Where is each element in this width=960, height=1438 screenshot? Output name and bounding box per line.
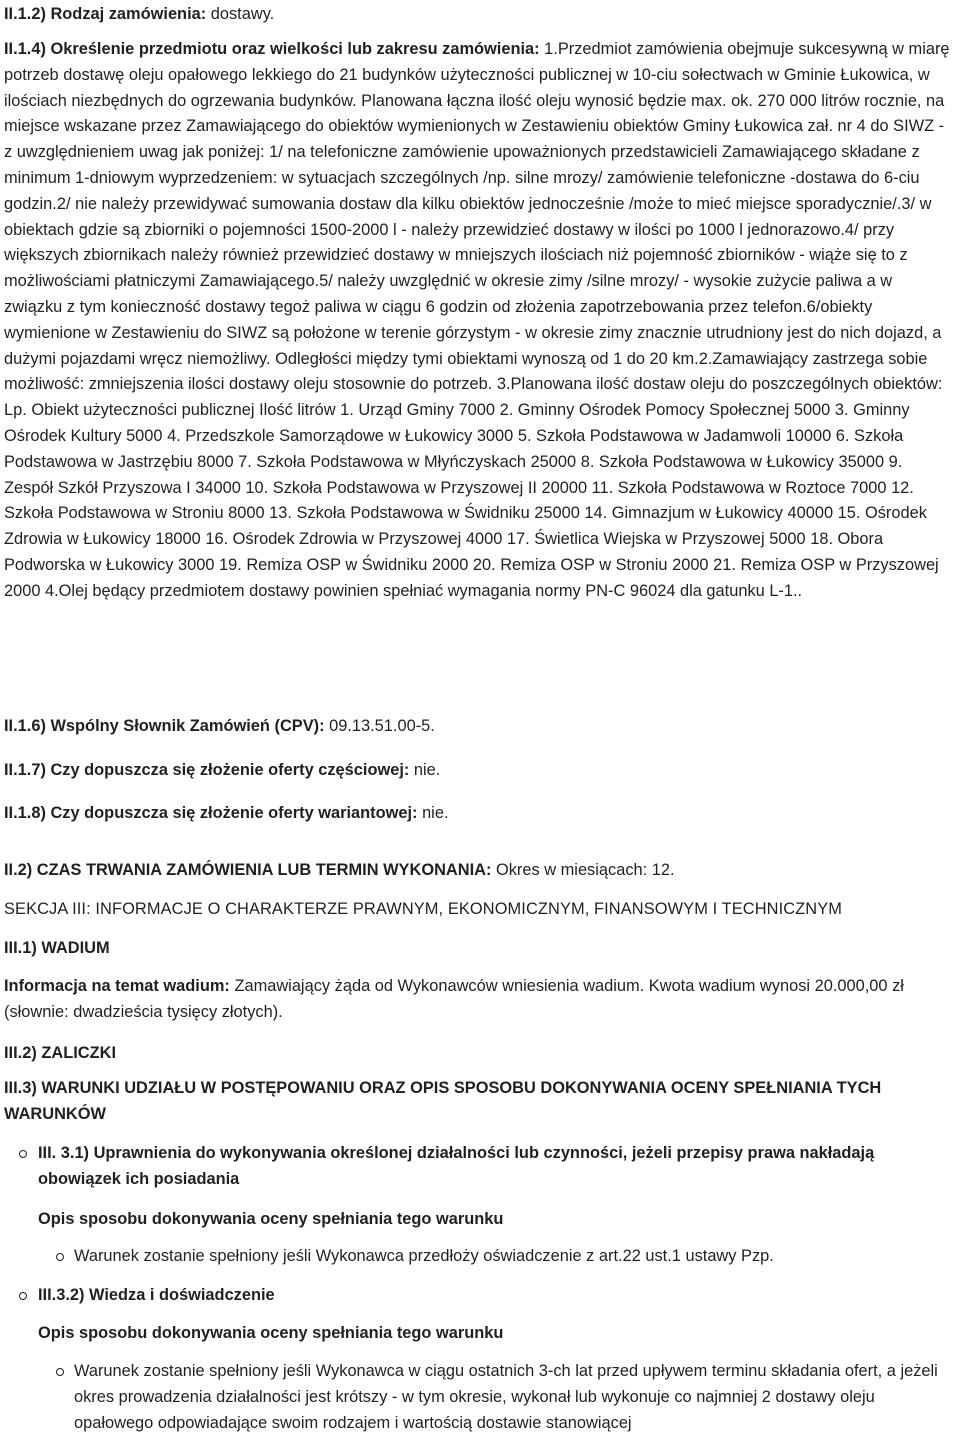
field-value: 1.Przedmiot zamówienia obejmuje sukcesywną w miarę potrzeb dostawę oleju opałowego lekkiego do 21 budynków użyteczności publicznej w 10-ciu sołectwach w Gminie Łukowica, w ilościach niezbędnych do ogrzewania budynków. Planowana łączna ilość oleju wynosić będzie max. ok. 270 000 litrów rocznie, na miejsce wskazane przez Zamawiającego do obiektów wymienionych w Zestawieniu obiektów Gminy Łukowica zał. nr 4 do SIWZ - z uwzględnieniem uwag jak poniżej: 1/ na telefoniczne zamówienie upoważnionych przedstawicieli Zamawiającego składane z minimum 1-dniowym wyprzedzeniem: w sytuacjach szczególnych /np. silne mrozy/ zamówienie telefoniczne -dostawa do 6-ciu godzin.2/ nie należy przewidywać sumowania dostaw dla kilku obiektów jednocześnie /może to mieć miejsce sporadycznie/.3/ w obiektach gdzie są zbiorniki o pojemności 1500-2000 l - należy przewidzieć dostawy w ilości po 1000 l jednorazowo.4/ przy większych zbiornikach należy również przewidzieć dostawy w mniejszych ilościach niż pojemność zbiorników - wiąże się to z możliwościami płatniczymi Zamawiającego.5/ należy uwzględnić w okresie zimy /silne mrozy/ - wysokie zużycie paliwa a w związku z tym konieczność dostawy tegoż paliwa w ciągu 6 godzin od złożenia zapotrzebowania przez telefon.6/obiekty wymienione w Zestawieniu do SIWZ są położone w terenie górzystym - w okresie zimy znacznie utrudniony jest do nich dojazd, a dużymi pojazdami wręcz niemożliwy. Odległości między tymi obiektami wynoszą od 1 do 20 km.2.Zamawiający zastrzega sobie możliwość: zmniejszenia ilości dostawy oleju stosownie do potrzeb. 3.Planowana ilość dostaw oleju do poszczególnych obiektów: Lp. Obiekt użyteczności publicznej Ilość litrów 1. Urząd Gminy 7000 2. Gminny Ośrodek Pomocy Społecznej 5000 3. Gminny Ośrodek Kultury 5000 4. Przedszkole Samorządowe w Łukowicy 3000 5. Szkoła Podstawowa w Jadamwoli 10000 6. Szkoła Podstawowa w Jastrzębiu 8000 7. Szkoła Podstawowa w Młyńczyskach 25000 8. Szkoła Podstawowa w Łukowicy 35000 9. Zespół Szkół Przyszowa I 34000 10. Szkoła Podstawowa w Przyszowej II 20000 11. Szkoła Podstawowa w Roztoce 7000 12. Szkoła Podstawowa w Stroniu 8000 13. Szkoła Podstawowa w Świdniku 25000 14. Gimnazjum w Łukowicy 40000 15. Ośrodek Zdrowia w Łukowicy 18000 16. Ośrodek Zdrowia w Przyszowej 4000 17. Świetlica Wiejska w Przyszowej 5000 18. Obora Podworska w Łukowicy 3000 19. Remiza OSP w Świdniku 2000 20. Remiza OSP w Stroniu 2000 21. Remiza OSP w Przyszowej 2000 4.Olej będący przedmiotem dostawy powinien spełniać wymagania normy PN-C 96024 dla gatunku L-1.. <box>4 40 950 600</box>
field-label: II.1.4) Określenie przedmiotu oraz wielkości lub zakresu zamówienia: <box>4 40 540 58</box>
field-value: Okres w miesiącach: 12. <box>491 861 675 879</box>
zaliczki-heading: III.2) ZALICZKI <box>4 1044 116 1062</box>
section-oferta-czesciowa <box>4 758 954 784</box>
section-przedmiot-zamowienia <box>4 37 954 605</box>
field-value: nie. <box>417 804 449 822</box>
condition-2-subheading: Opis sposobu dokonywania oceny spełniania tego warunku <box>38 1324 504 1342</box>
section-czas-trwania <box>4 858 954 884</box>
field-value: nie. <box>409 761 441 779</box>
wadium-heading: III.1) WADIUM <box>4 939 110 957</box>
section-cpv <box>4 714 954 740</box>
condition-2-title: III.3.2) Wiedza i doświadczenie <box>38 1286 275 1304</box>
field-label: II.2) CZAS TRWANIA ZAMÓWIENIA LUB TERMIN WYKONANIA: <box>4 861 492 879</box>
condition-2-item: Warunek zostanie spełniony jeśli Wykonawca w ciągu ostatnich 3-ch lat przed upływem terminu składania ofert, a jeżeli okres prowadzenia działalności jest krótszy - w tym okresie, wykonał lub wykonuje co najmniej 2 dostawy oleju opałowego odpowiadające swoim rodzajem i wartością dostawie stanowiącej <box>74 1362 938 1432</box>
section-oferta-wariantowa <box>4 801 954 827</box>
field-value: 09.13.51.00-5. <box>324 717 435 735</box>
warunki-heading: III.3) WARUNKI UDZIAŁU W POSTĘPOWANIU ORAZ OPIS SPOSOBU DOKONYWANIA OCENY SPEŁNIANIA TYCH WARUNKÓW <box>4 1079 882 1123</box>
field-label: II.1.7) Czy dopuszcza się złożenie oferty częściowej: <box>4 761 410 779</box>
bullet-icon <box>56 1253 64 1261</box>
field-value: Zamawiający żąda od Wykonawców wniesienia wadium. Kwota wadium wynosi 20.000,00 zł (słownie: dwadzieścia tysięcy złotych). <box>4 977 904 1021</box>
condition-1-title: III. 3.1) Uprawnienia do wykonywania określonej działalności lub czynności, jeżeli przepisy prawa nakładają obowiązek ich posiadania <box>38 1144 875 1188</box>
section-3-heading: SEKCJA III: INFORMACJE O CHARAKTERZE PRAWNYM, EKONOMICZNYM, FINANSOWYM I TECHNICZNYM <box>4 900 842 918</box>
field-value: dostawy. <box>206 5 275 23</box>
bullet-icon <box>56 1368 64 1376</box>
bullet-icon <box>19 1292 27 1300</box>
section-rodzaj-zamowienia <box>4 2 954 28</box>
condition-1-item: Warunek zostanie spełniony jeśli Wykonawca przedłoży oświadczenie z art.22 ust.1 ustawy Pzp. <box>74 1247 774 1265</box>
bullet-icon <box>19 1150 27 1158</box>
condition-1-subheading: Opis sposobu dokonywania oceny spełniania tego warunku <box>38 1210 504 1228</box>
field-label: II.1.2) Rodzaj zamówienia: <box>4 5 207 23</box>
field-label: Informacja na temat wadium: <box>4 977 230 995</box>
field-label: II.1.8) Czy dopuszcza się złożenie oferty wariantowej: <box>4 804 418 822</box>
field-label: II.1.6) Wspólny Słownik Zamówień (CPV): <box>4 717 325 735</box>
wadium-info <box>4 974 954 1026</box>
